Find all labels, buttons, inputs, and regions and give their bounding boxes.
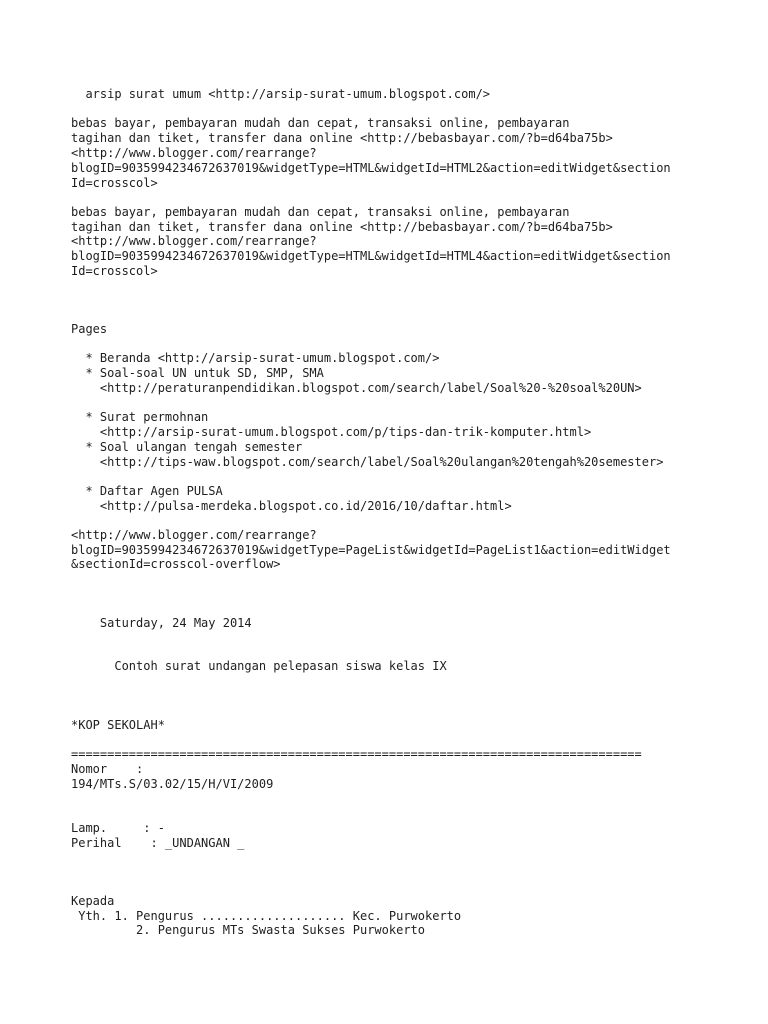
perihal-line: Perihal : _UNDANGAN _ — [71, 836, 245, 850]
rearrange-link[interactable]: blogID=9035994234672637019&widgetType=PageList&widgetId=PageList1&action=editWidget — [71, 543, 671, 557]
site-link[interactable]: arsip surat umum <http://arsip-surat-umum.blogspot.com/> — [71, 87, 491, 101]
list-item-url[interactable]: <http://arsip-surat-umum.blogspot.com/p/tips-dan-trik-komputer.html> — [71, 425, 592, 439]
list-item-url[interactable]: <http://tips-waw.blogspot.com/search/label/Soal%20ulangan%20tengah%20semester> — [71, 455, 664, 469]
list-item[interactable]: * Beranda <http://arsip-surat-umum.blogspot.com/> — [71, 351, 440, 365]
nomor-value: 194/MTs.S/03.02/15/H/VI/2009 — [71, 777, 274, 791]
widget-text-line: bebas bayar, pembayaran mudah dan cepat, transaksi online, pembayaran — [71, 205, 570, 219]
widget-text-line[interactable]: tagihan dan tiket, transfer dana online <http://bebasbayar.com/?b=d64ba75b> — [71, 220, 613, 234]
recipient-line: 2. Pengurus MTs Swasta Sukses Purwokerto — [71, 923, 426, 937]
rearrange-link[interactable]: <http://www.blogger.com/rearrange? — [71, 234, 317, 248]
list-item[interactable]: * Soal-soal UN untuk SD, SMP, SMA — [71, 366, 324, 380]
post-title[interactable]: Contoh surat undangan pelepasan siswa kelas IX — [71, 659, 447, 673]
widget-text-line: bebas bayar, pembayaran mudah dan cepat, transaksi online, pembayaran — [71, 116, 570, 130]
nomor-label: Nomor : — [71, 762, 144, 776]
list-item-url[interactable]: <http://pulsa-merdeka.blogspot.co.id/2016/10/daftar.html> — [71, 499, 512, 513]
rearrange-link[interactable]: &sectionId=crosscol-overflow> — [71, 557, 281, 571]
list-item-url[interactable]: <http://peraturanpendidikan.blogspot.com/search/label/Soal%20-%20soal%20UN> — [71, 381, 642, 395]
pages-heading: Pages — [71, 322, 108, 336]
rearrange-link[interactable]: Id=crosscol> — [71, 176, 158, 190]
rearrange-link[interactable]: Id=crosscol> — [71, 264, 158, 278]
rearrange-link[interactable]: <http://www.blogger.com/rearrange? — [71, 528, 317, 542]
list-item[interactable]: * Soal ulangan tengah semester — [71, 440, 303, 454]
kepada-label: Kepada — [71, 894, 115, 908]
rearrange-link[interactable]: <http://www.blogger.com/rearrange? — [71, 146, 317, 160]
rearrange-link[interactable]: blogID=9035994234672637019&widgetType=HTML&widgetId=HTML2&action=editWidget&section — [71, 161, 671, 175]
list-item[interactable]: * Daftar Agen PULSA — [71, 484, 223, 498]
kop-sekolah: *KOP SEKOLAH* — [71, 718, 165, 732]
rearrange-link[interactable]: blogID=9035994234672637019&widgetType=HTML&widgetId=HTML4&action=editWidget&section — [71, 249, 671, 263]
recipient-line: Yth. 1. Pengurus .................... Kec. Purwokerto — [71, 909, 462, 923]
widget-text-line[interactable]: tagihan dan tiket, transfer dana online <http://bebasbayar.com/?b=d64ba75b> — [71, 131, 613, 145]
divider: =============================================================================== — [71, 747, 642, 761]
list-item[interactable]: * Surat permohnan — [71, 410, 209, 424]
lamp-line: Lamp. : - — [71, 821, 165, 835]
post-date: Saturday, 24 May 2014 — [71, 616, 252, 630]
